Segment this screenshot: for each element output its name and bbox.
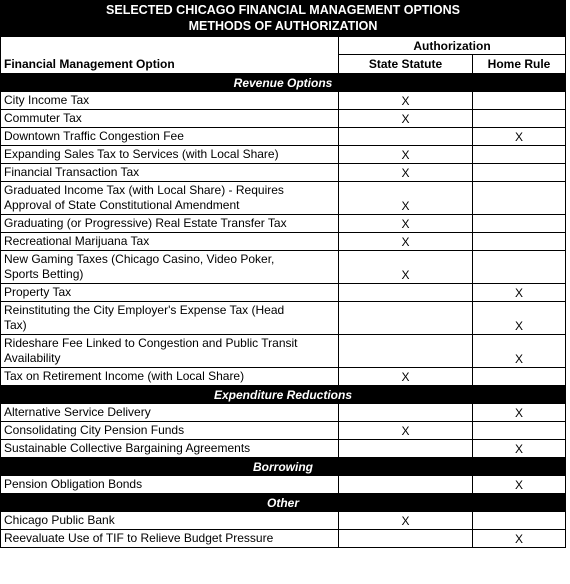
table-row	[1, 368, 566, 386]
state-statute-cell: X	[339, 251, 473, 284]
state-statute-column-header: State Statute	[339, 55, 473, 74]
state-statute-cell: X	[339, 512, 473, 530]
option-label: Property Tax	[4, 285, 72, 299]
home-rule-cell	[473, 368, 566, 386]
option-cell	[1, 284, 339, 302]
option-cell	[1, 422, 339, 440]
option-label: Recreational Marijuana Tax	[4, 234, 150, 248]
option-label-line2: Tax)	[4, 318, 27, 332]
option-cell	[1, 512, 339, 530]
table-row	[1, 110, 566, 128]
table-body	[1, 74, 566, 548]
option-label: Rideshare Fee Linked to Congestion and Public Transit	[4, 336, 298, 350]
option-cell	[1, 182, 339, 215]
option-label: Commuter Tax	[4, 111, 82, 125]
section-header: Other	[1, 494, 566, 512]
table-row	[1, 215, 566, 233]
state-statute-cell: X	[339, 422, 473, 440]
option-cell	[1, 251, 339, 284]
table-row	[1, 233, 566, 251]
home-rule-cell: X	[473, 440, 566, 458]
state-statute-cell	[339, 440, 473, 458]
option-label: Alternative Service Delivery	[4, 405, 151, 419]
table-title-line1: SELECTED CHICAGO FINANCIAL MANAGEMENT OPTIONS	[106, 3, 460, 17]
state-statute-cell	[339, 335, 473, 368]
table-row	[1, 164, 566, 182]
option-cell	[1, 404, 339, 422]
option-label: Financial Transaction Tax	[4, 165, 140, 179]
state-statute-cell	[339, 476, 473, 494]
option-cell	[1, 476, 339, 494]
home-rule-cell: X	[473, 128, 566, 146]
option-label: Reinstituting the City Employer's Expense Tax (Head	[4, 303, 285, 317]
state-statute-cell: X	[339, 92, 473, 110]
home-rule-cell: X	[473, 335, 566, 368]
section-header-row	[1, 386, 566, 404]
home-rule-column-header: Home Rule	[473, 55, 566, 74]
home-rule-cell: X	[473, 476, 566, 494]
option-label: Sustainable Collective Bargaining Agreements	[4, 441, 251, 455]
option-label: City Income Tax	[4, 93, 90, 107]
option-cell	[1, 215, 339, 233]
option-column-header: Financial Management Option	[1, 55, 339, 74]
home-rule-cell	[473, 110, 566, 128]
home-rule-cell: X	[473, 302, 566, 335]
option-label: Downtown Traffic Congestion Fee	[4, 129, 184, 143]
option-label: Reevaluate Use of TIF to Relieve Budget Pressure	[4, 531, 274, 545]
home-rule-cell	[473, 251, 566, 284]
option-cell	[1, 233, 339, 251]
table-row	[1, 335, 566, 368]
state-statute-cell: X	[339, 146, 473, 164]
state-statute-cell: X	[339, 182, 473, 215]
option-cell	[1, 368, 339, 386]
section-header-row	[1, 458, 566, 476]
option-label: Graduated Income Tax (with Local Share) - Requires	[4, 183, 284, 197]
table-row	[1, 251, 566, 284]
state-statute-cell: X	[339, 110, 473, 128]
table-title	[1, 1, 566, 37]
option-label-line2: Availability	[4, 351, 61, 365]
table-row	[1, 476, 566, 494]
table-row	[1, 146, 566, 164]
state-statute-cell	[339, 302, 473, 335]
home-rule-cell	[473, 182, 566, 215]
table-row	[1, 440, 566, 458]
option-label: New Gaming Taxes (Chicago Casino, Video Poker,	[4, 252, 275, 266]
option-label: Expanding Sales Tax to Services (with Local Share)	[4, 147, 279, 161]
home-rule-cell	[473, 512, 566, 530]
home-rule-cell	[473, 92, 566, 110]
table-row	[1, 404, 566, 422]
table-row	[1, 92, 566, 110]
home-rule-cell	[473, 215, 566, 233]
table-row	[1, 182, 566, 215]
state-statute-cell: X	[339, 215, 473, 233]
option-cell	[1, 440, 339, 458]
option-cell	[1, 530, 339, 548]
option-label: Consolidating City Pension Funds	[4, 423, 185, 437]
table-title-line2: METHODS OF AUTHORIZATION	[188, 18, 378, 33]
option-cell	[1, 164, 339, 182]
section-header: Borrowing	[1, 458, 566, 476]
option-cell	[1, 335, 339, 368]
state-statute-cell: X	[339, 233, 473, 251]
option-cell	[1, 302, 339, 335]
option-label: Graduating (or Progressive) Real Estate Transfer Tax	[4, 216, 287, 230]
home-rule-cell	[473, 233, 566, 251]
home-rule-cell	[473, 146, 566, 164]
home-rule-cell	[473, 164, 566, 182]
home-rule-cell: X	[473, 284, 566, 302]
option-cell	[1, 128, 339, 146]
table-row	[1, 512, 566, 530]
header-blank-cell	[1, 37, 339, 55]
home-rule-cell	[473, 422, 566, 440]
state-statute-cell: X	[339, 164, 473, 182]
state-statute-cell	[339, 284, 473, 302]
table-row	[1, 302, 566, 335]
option-label: Chicago Public Bank	[4, 513, 115, 527]
option-label-line2: Approval of State Constitutional Amendment	[4, 198, 240, 212]
state-statute-cell	[339, 128, 473, 146]
section-header-row	[1, 74, 566, 92]
state-statute-cell	[339, 404, 473, 422]
option-label: Pension Obligation Bonds	[4, 477, 143, 491]
state-statute-cell	[339, 530, 473, 548]
section-header: Expenditure Reductions	[1, 386, 566, 404]
state-statute-cell: X	[339, 368, 473, 386]
table-row	[1, 284, 566, 302]
option-cell	[1, 110, 339, 128]
home-rule-cell: X	[473, 404, 566, 422]
authorization-header: Authorization	[339, 37, 566, 55]
section-header-row	[1, 494, 566, 512]
table-row	[1, 530, 566, 548]
home-rule-cell: X	[473, 530, 566, 548]
option-cell	[1, 146, 339, 164]
table-row	[1, 128, 566, 146]
option-label: Tax on Retirement Income (with Local Share)	[4, 369, 245, 383]
section-header: Revenue Options	[1, 74, 566, 92]
option-label-line2: Sports Betting)	[4, 267, 84, 281]
table-row	[1, 422, 566, 440]
option-cell	[1, 92, 339, 110]
